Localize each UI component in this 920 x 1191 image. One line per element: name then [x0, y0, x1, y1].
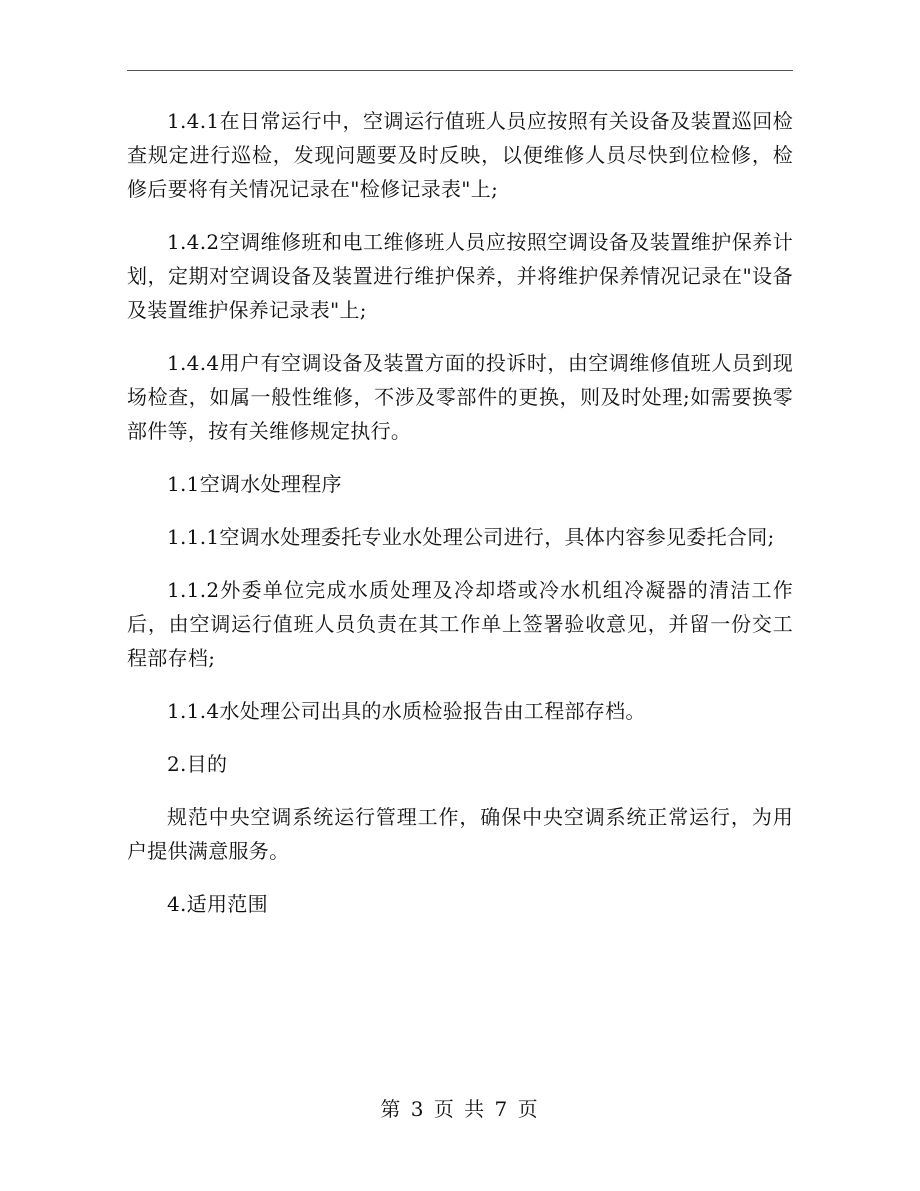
header-rule [127, 70, 793, 71]
paragraph: 1.1.2外委单位完成水质处理及冷却塔或冷水机组冷凝器的清洁工作后，由空调运行值班人员负责在其工作单上签署验收意见，并留一份交工程部存档; [127, 578, 793, 670]
paragraph: 1.1.4水处理公司出具的水质检验报告由工程部存档。 [167, 699, 646, 723]
paragraph: 规范中央空调系统运行管理工作，确保中央空调系统正常运行，为用户提供满意服务。 [127, 805, 793, 863]
paragraph: 1.4.1在日常运行中，空调运行值班人员应按照有关设备及装置巡回检查规定进行巡检，发现问题要及时反映，以便维修人员尽快到位检修，检修后要将有关情况记录在"检修记录表"上; [127, 109, 793, 201]
section-heading: 1.1空调水处理程序 [167, 472, 342, 496]
page-number: 第 3 页 共 7 页 [380, 1097, 540, 1121]
document-body [127, 104, 793, 940]
paragraph: 1.4.4用户有空调设备及装置方面的投诉时，由空调维修值班人员到现场检查，如属一般性维修，不涉及零部件的更换，则及时处理;如需要换零部件等，按有关维修规定执行。 [127, 351, 793, 443]
paragraph: 1.4.2空调维修班和电工维修班人员应按照空调设备及装置维护保养计划，定期对空调设备及装置进行维护保养，并将维护保养情况记录在"设备及装置维护保养记录表"上; [127, 230, 793, 322]
section-heading: 2.目的 [167, 752, 228, 776]
paragraph: 1.1.1空调水处理委托专业水处理公司进行，具体内容参见委托合同; [167, 525, 775, 549]
section-heading: 4.适用范围 [167, 892, 268, 916]
